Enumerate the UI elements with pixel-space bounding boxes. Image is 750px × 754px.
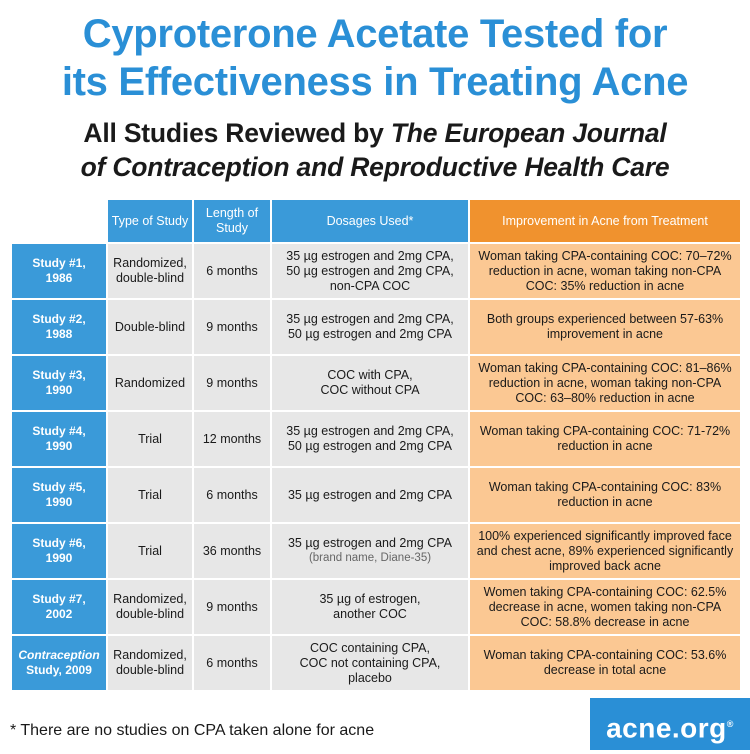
dosage-line: non-CPA COC	[329, 278, 411, 293]
brand-name: acne.org	[606, 712, 727, 744]
dosage-line: 35 µg estrogen and 2mg CPA,	[286, 248, 454, 263]
study-label-line-2: 1990	[45, 439, 73, 453]
header-type-of-study: Type of Study	[108, 200, 192, 242]
study-label-line-1: Study #6,	[32, 536, 86, 550]
dosage-line: 35 µg estrogen and 2mg CPA,	[286, 424, 454, 438]
study-dosage	[272, 580, 468, 634]
study-length: 6 months	[194, 636, 270, 690]
study-dosage	[272, 356, 468, 410]
study-dosage	[272, 300, 468, 354]
title-line-1: Cyproterone Acetate Tested for	[82, 12, 668, 56]
study-label-line-1: Study #4,	[32, 424, 86, 438]
study-label	[12, 524, 106, 578]
study-length: 9 months	[194, 300, 270, 354]
study-type: Double-blind	[108, 300, 192, 354]
study-length: 9 months	[194, 580, 270, 634]
study-improvement: Woman taking CPA-containing COC: 83% reduction in acne	[470, 468, 740, 522]
study-dosage	[272, 412, 468, 466]
subtitle-line-1	[0, 116, 750, 150]
subtitle-line-2	[0, 150, 750, 184]
study-length: 6 months	[194, 468, 270, 522]
dosage-line: 35 µg estrogen and 2mg CPA,	[286, 312, 454, 326]
study-type: Trial	[108, 468, 192, 522]
table-row	[12, 412, 740, 466]
page-title	[0, 10, 750, 106]
study-label-line-1: Study #2,	[32, 312, 86, 326]
table-row	[12, 580, 740, 634]
dosage-line: 50 µg estrogen and 2mg CPA	[287, 439, 452, 453]
study-label	[12, 468, 106, 522]
dosage-line: another COC	[333, 607, 407, 621]
study-type: Trial	[108, 412, 192, 466]
study-label-line-2: 1986	[45, 271, 73, 285]
title-line-2: its Effectiveness in Treating Acne	[61, 60, 689, 104]
study-length: 9 months	[194, 356, 270, 410]
dosage-line: 50 µg estrogen and 2mg CPA,	[286, 263, 454, 278]
study-type: Randomized, double-blind	[108, 636, 192, 690]
dosage-brand-note: (brand name, Diane-35)	[308, 552, 432, 564]
study-label	[12, 356, 106, 410]
study-label-line-2: 1990	[45, 383, 73, 397]
study-length: 6 months	[194, 244, 270, 298]
dosage-line: 35 µg estrogen and 2mg CPA	[287, 487, 452, 502]
study-label	[12, 412, 106, 466]
study-label-line-2: Study, 2009	[26, 663, 92, 677]
study-dosage	[272, 524, 468, 578]
dosage-line: placebo	[348, 670, 392, 685]
table-row	[12, 468, 740, 522]
table-row	[12, 300, 740, 354]
table-row	[12, 356, 740, 410]
study-improvement: Both groups experienced between 57-63% improvement in acne	[470, 300, 740, 354]
study-improvement: Woman taking CPA-containing COC: 71-72% reduction in acne	[470, 412, 740, 466]
study-label-line-1: Study #1,	[32, 256, 86, 270]
study-label	[12, 300, 106, 354]
study-type: Trial	[108, 524, 192, 578]
study-improvement: Woman taking CPA-containing COC: 81–86% reduction in acne, woman taking non-CPA COC: 63–80% reduction in acne	[470, 356, 740, 410]
dosage-line: COC not containing CPA,	[299, 655, 441, 670]
dosage-line: COC without CPA	[320, 383, 420, 397]
journal-name-part-2: of Contraception and Reproductive Health Care	[80, 152, 670, 182]
table-row	[12, 636, 740, 690]
table-row	[12, 244, 740, 298]
dosage-line: COC with CPA,	[327, 368, 413, 382]
dosage-line: 35 µg estrogen and 2mg CPA	[287, 536, 452, 550]
header-length-of-study: Length of Study	[194, 200, 270, 242]
study-improvement: Woman taking CPA-containing COC: 53.6% decrease in total acne	[470, 636, 740, 690]
dosage-line: 35 µg of estrogen,	[319, 592, 421, 606]
table-row	[12, 524, 740, 578]
study-label-line-1: Study #3,	[32, 368, 86, 382]
study-improvement: Woman taking CPA-containing COC: 70–72% reduction in acne, woman taking non-CPA COC: 35% reduction in acne	[470, 244, 740, 298]
subtitle-prefix: All Studies Reviewed by	[83, 118, 391, 148]
study-type: Randomized, double-blind	[108, 244, 192, 298]
study-label	[12, 580, 106, 634]
study-label-line-2: 2002	[45, 607, 73, 621]
study-label-line-1: Study #7,	[32, 592, 86, 606]
study-label-line-2: 1990	[45, 551, 73, 565]
study-improvement: Women taking CPA-containing COC: 62.5% decrease in acne, women taking non-CPA COC: 58.8% decrease in acne	[470, 580, 740, 634]
header-blank-cell	[12, 200, 106, 242]
header-improvement: Improvement in Acne from Treatment	[470, 200, 740, 242]
study-dosage	[272, 636, 468, 690]
acne-org-logo[interactable]	[590, 698, 750, 750]
study-dosage	[272, 244, 468, 298]
study-label-line-1: Study #5,	[32, 480, 86, 494]
study-improvement: 100% experienced significantly improved face and chest acne, 89% experienced significantly improved back acne	[470, 524, 740, 578]
study-type: Randomized	[108, 356, 192, 410]
study-label	[12, 636, 106, 690]
studies-table	[10, 198, 742, 692]
page-subtitle	[0, 116, 750, 184]
registered-mark: ®	[726, 719, 734, 729]
study-type: Randomized, double-blind	[108, 580, 192, 634]
study-length: 36 months	[194, 524, 270, 578]
footnote: * There are no studies on CPA taken alone for acne	[10, 722, 375, 739]
study-label-line-2: 1990	[45, 495, 73, 509]
dosage-line: 50 µg estrogen and 2mg CPA	[287, 327, 452, 341]
study-label-line-1: Contraception	[18, 648, 100, 662]
dosage-line: COC containing CPA,	[310, 640, 430, 655]
header-dosages-used: Dosages Used*	[272, 200, 468, 242]
study-length: 12 months	[194, 412, 270, 466]
study-label-line-2: 1988	[45, 327, 73, 341]
study-label	[12, 244, 106, 298]
journal-name-part-1: The European Journal	[390, 118, 667, 148]
table-header-row	[12, 200, 740, 242]
study-dosage	[272, 468, 468, 522]
